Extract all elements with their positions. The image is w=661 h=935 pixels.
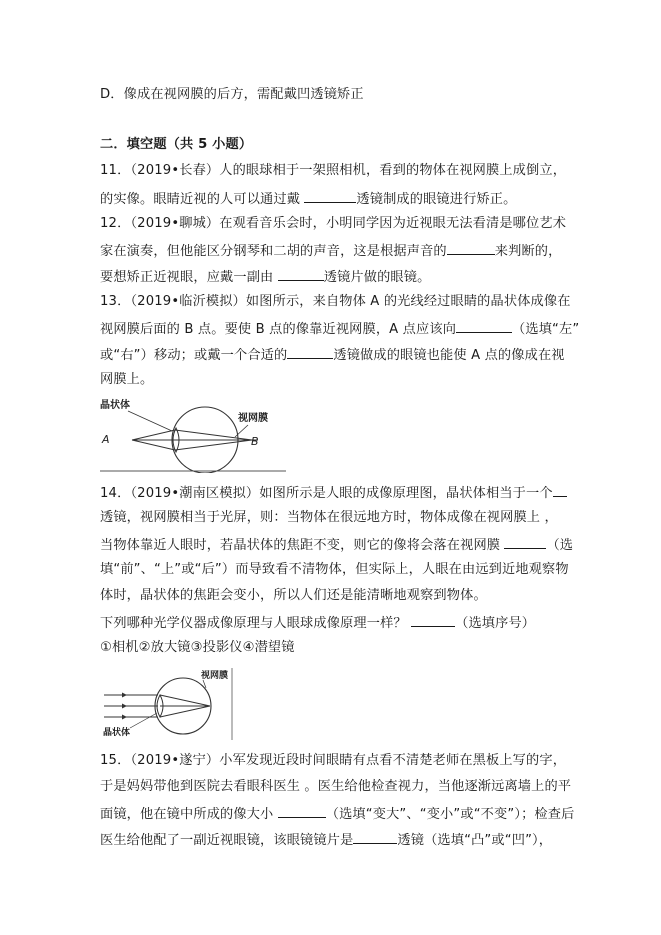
q12-text-b: 来判断的， bbox=[494, 244, 562, 259]
q13-blank-2[interactable] bbox=[287, 345, 333, 359]
q11-blank[interactable] bbox=[304, 189, 356, 203]
option-d: D．像成在视网膜的后方，需配戴凹透镜矫正 bbox=[100, 87, 364, 102]
q13-text-c: 或“右”）移动；或戴一个合适的 bbox=[100, 348, 288, 363]
q15-blank-2[interactable] bbox=[353, 830, 397, 844]
q13-text-b: （选填“左” bbox=[512, 322, 580, 337]
q14-text-a: 14．（2019•潮南区模拟）如图所示是人眼的成像原理图，晶状体相当于一个 bbox=[100, 486, 553, 501]
q14-eye-diagram bbox=[100, 668, 236, 740]
q12-line-3 bbox=[100, 267, 430, 287]
q14-blank-2[interactable] bbox=[504, 535, 546, 549]
q15-line-4 bbox=[100, 830, 552, 850]
q12-line-2 bbox=[100, 241, 561, 261]
q14-blank-3[interactable] bbox=[411, 613, 455, 627]
q14-text-e: （选填序号） bbox=[455, 616, 536, 631]
q14-line-1 bbox=[100, 483, 567, 503]
q13-lens-label: 晶状体 bbox=[100, 400, 130, 411]
q13-line-2 bbox=[100, 319, 579, 339]
q15-text-d: 透镜（选填“凸”或“凹”）， bbox=[397, 833, 553, 848]
q15-line-2: 于是妈妈带他到医院去看眼科医生 。医生给他检查视力，当他逐渐远离墙上的平 bbox=[100, 779, 572, 794]
q14-text-b: 当物体靠近人眼时，若晶状体的焦距不变，则它的像将会落在视网膜 bbox=[100, 538, 505, 553]
q13-text-d: 透镜做成的眼镜也能使 A 点的像成在视 bbox=[333, 348, 565, 363]
q15-text-b: （选填“变大”、“变小”或“不变”）；检查后 bbox=[325, 807, 575, 822]
q13-line-3 bbox=[100, 345, 565, 365]
q14-line-2: 透镜，视网膜相当于光屏，则：当物体在很远地方时，物体成像在视网膜上 ， bbox=[100, 510, 558, 525]
q13-retina-label: 视网膜 bbox=[238, 413, 268, 424]
q14-lens-label: 晶状体 bbox=[103, 728, 131, 738]
q14-line-5: 体时，晶状体的焦距会变小，所以人们还是能清晰地观察到物体。 bbox=[100, 588, 487, 603]
q12-blank-1[interactable] bbox=[447, 241, 495, 255]
q13-blank-1[interactable] bbox=[456, 319, 512, 333]
q12-text-d: 透镜片做的眼镜。 bbox=[323, 270, 431, 285]
q13-line-4: 网膜上。 bbox=[100, 372, 154, 387]
q14-text-c: （选 bbox=[546, 538, 574, 553]
q15-line-1: 15．（2019•遂宁）小军发现近段时间眼睛有点看不清楚老师在黑板上写的字， bbox=[100, 753, 567, 768]
q15-text-c: 医生给他配了一副近视眼镜，该眼镜镜片是 bbox=[100, 833, 354, 848]
q14-line-4: 填“前”、“上”或“后”）而导致看不清物体，但实际上，人眼在由远到近地观察物 bbox=[100, 562, 569, 577]
q11-line-2 bbox=[100, 189, 516, 209]
q15-blank-1[interactable] bbox=[278, 804, 326, 818]
q11-line-1: 11．（2019•长春）人的眼球相于一架照相机，看到的物体在视网膜上成倒立， bbox=[100, 163, 567, 178]
q14-line-3 bbox=[100, 535, 573, 555]
q13-line-1: 13．（2019•临沂模拟）如图所示，来自物体 A 的光线经过眼睛的晶状体成像在 bbox=[100, 294, 571, 309]
q14-retina-label: 视网膜 bbox=[201, 671, 229, 681]
q11-text-b: 透镜制成的眼镜进行矫正。 bbox=[356, 192, 517, 207]
section-title: 二．填空题（共 5 小题） bbox=[100, 137, 253, 152]
q12-line-1: 12．（2019•聊城）在观看音乐会时，小明同学因为近视眼无法看清是哪位艺术 bbox=[100, 216, 567, 231]
q15-line-3 bbox=[100, 804, 574, 824]
q14-blank-1[interactable] bbox=[553, 483, 567, 497]
q12-text-c: 要想矫正近视眼，应戴一副由 bbox=[100, 270, 278, 285]
q15-text-a: 面镜，他在镜中所成的像大小 bbox=[100, 807, 278, 822]
q13-point-b: B bbox=[251, 435, 259, 448]
q11-text-a: 的实像。眼睛近视的人可以通过戴 bbox=[100, 192, 305, 207]
q13-eye-diagram bbox=[100, 397, 286, 473]
q13-point-a: A bbox=[102, 433, 110, 446]
q12-blank-2[interactable] bbox=[278, 267, 324, 281]
q14-line-6 bbox=[100, 613, 535, 633]
q14-text-d: 下列哪种光学仪器成像原理与人眼球成像原理一样？ bbox=[100, 616, 412, 631]
q14-line-7: ①相机②放大镜③投影仪④潜望镜 bbox=[100, 640, 295, 655]
q12-text-a: 家在演奏，但他能区分钢琴和二胡的声音，这是根据声音的 bbox=[100, 244, 447, 259]
q13-text-a: 视网膜后面的 B 点。要使 B 点的像靠近视网膜，A 点应该向 bbox=[100, 322, 457, 337]
